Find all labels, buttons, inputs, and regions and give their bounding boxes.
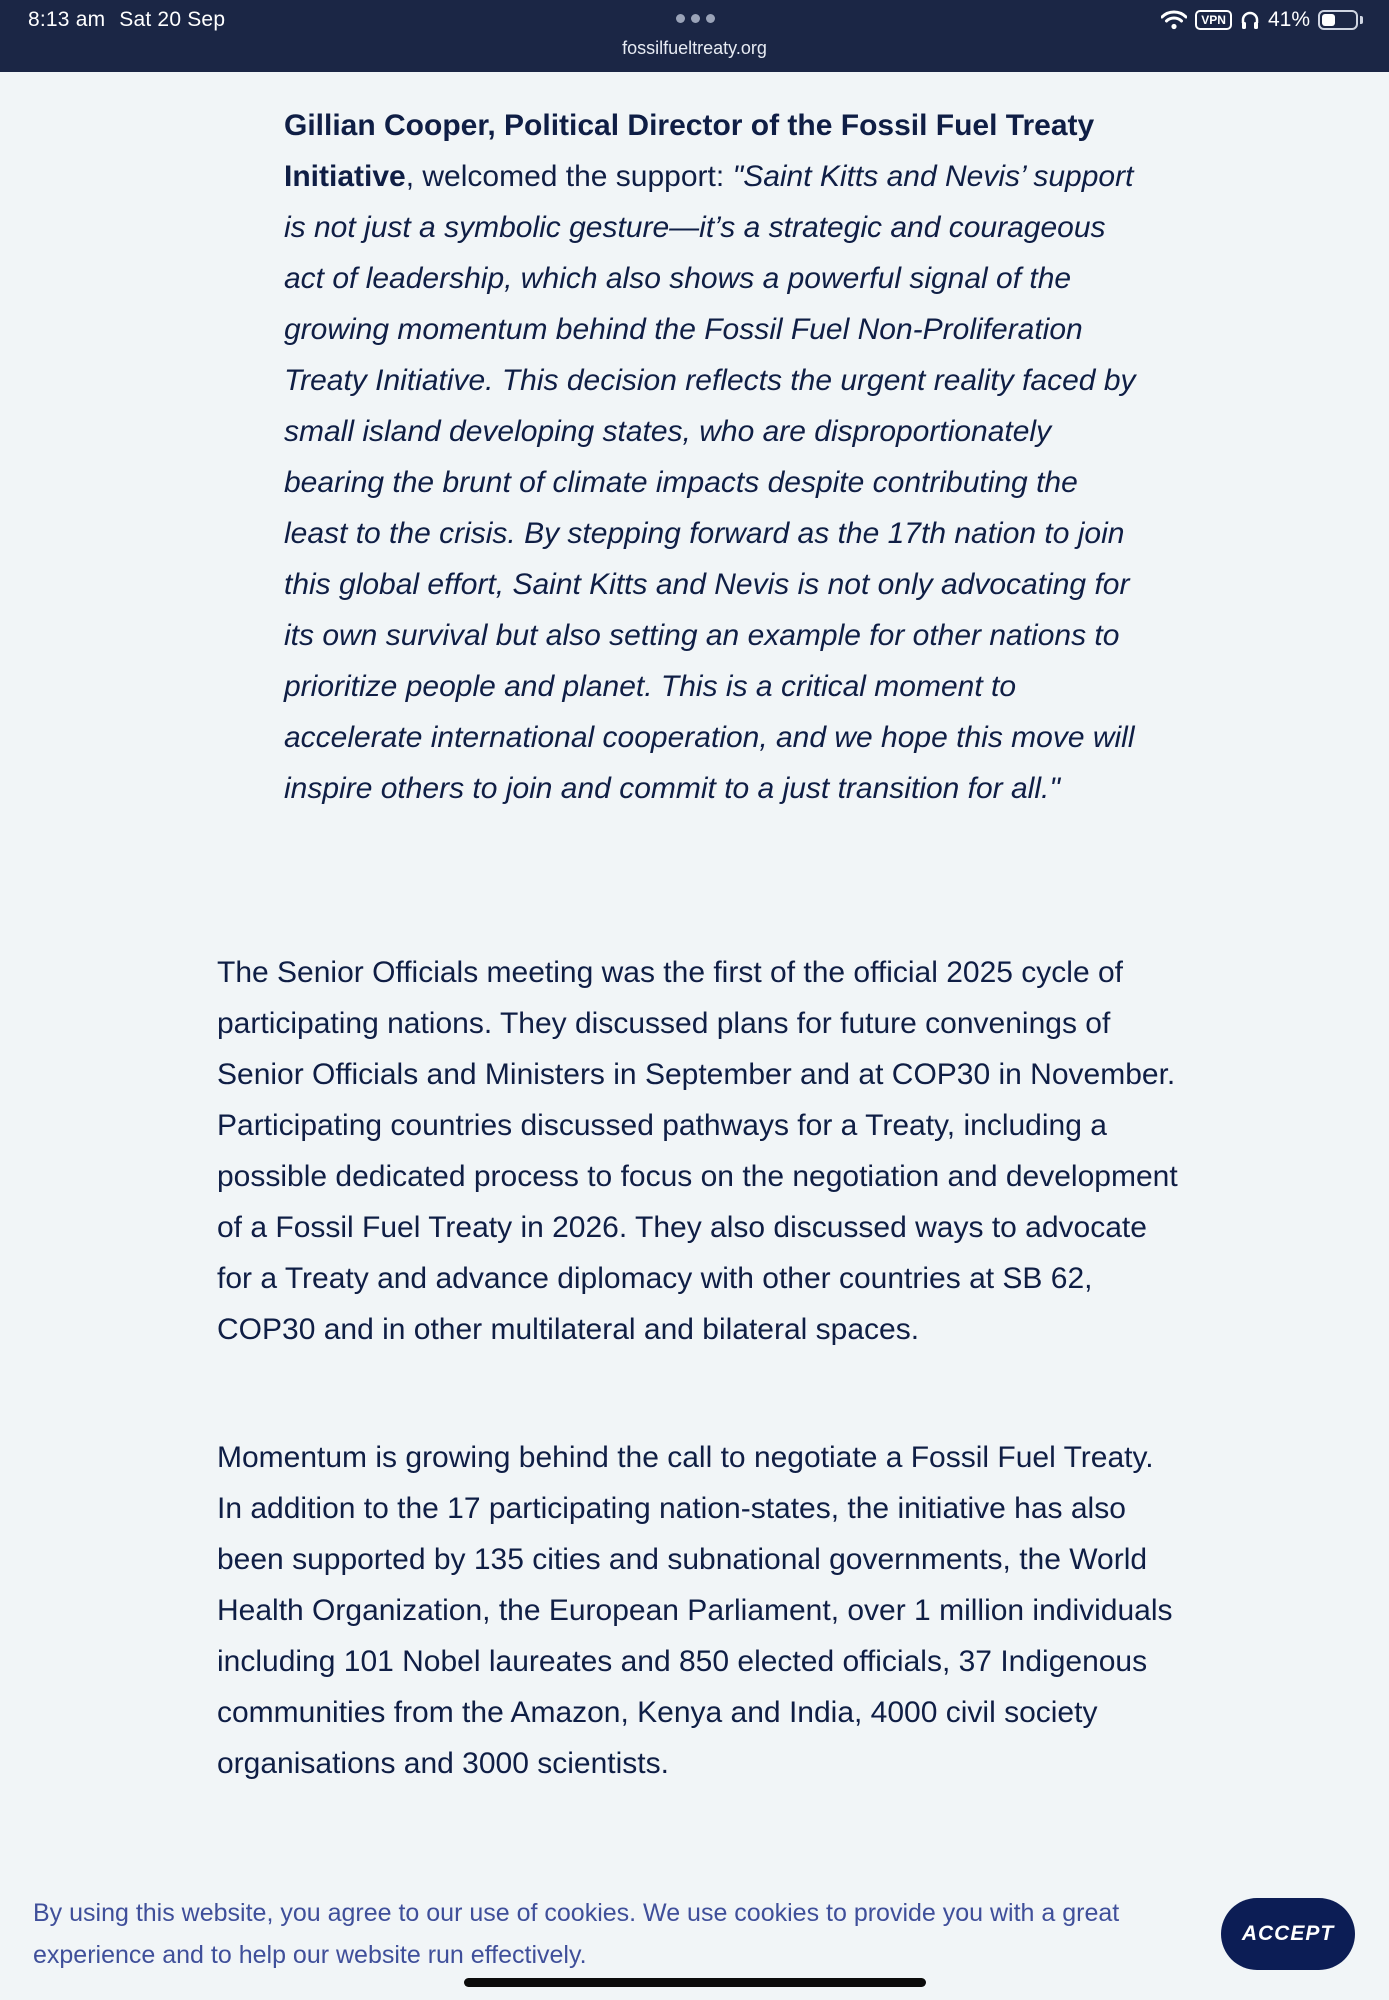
clock: 8:13 am <box>28 8 106 31</box>
accept-cookies-button[interactable]: ACCEPT <box>1221 1898 1355 1970</box>
wifi-icon <box>1161 10 1187 30</box>
quote-intro: , welcomed the support: <box>405 160 733 193</box>
battery-percent: 41% <box>1267 8 1310 31</box>
quote-speaker: Gillian Cooper, Political Director of the Fossil Fuel Treaty Initiative <box>284 109 1095 193</box>
paragraph-senior-officials: The Senior Officials meeting was the first of the official 2025 cycle of participating nations. They discussed plans for future convenings of Senior Officials and Ministers in September and at COP30 in November. Participating countries discussed pathways for a Treaty, including a possible dedicated process to focus on the negotiation and development of a Fossil Fuel Treaty in 2026. They also discussed ways to advocate for a Treaty and advance diplomacy with other countries at SB 62, COP30 and in other multilateral and bilateral spaces. <box>217 956 1178 1346</box>
status-icons <box>1161 8 1363 32</box>
address-url[interactable]: fossilfueltreaty.org <box>622 38 767 58</box>
more-dots-icon[interactable] <box>676 14 715 23</box>
vpn-badge: VPN <box>1195 10 1232 30</box>
date: Sat 20 Sep <box>119 8 226 31</box>
paragraph-momentum: Momentum is growing behind the call to negotiate a Fossil Fuel Treaty. In addition to the 17 participating nation-states, the initiative has also been supported by 135 cities and subnational governments, the World Health Organization, the European Parliament, over 1 million individuals including 101 Nobel laureates and 850 elected officials, 37 Indigenous communities from the Amazon, Kenya and India, 4000 civil society organisations and 3000 scientists. <box>217 1441 1173 1780</box>
headphones-icon <box>1240 10 1260 30</box>
battery-icon <box>1318 10 1358 30</box>
quote-text: "Saint Kitts and Nevis’ support is not just a symbolic gesture—it’s a strategic and courageous act of leadership, which also shows a powerful signal of the growing momentum behind the Fossil Fuel Non-Proliferation Treaty Initiative. This decision reflects the urgent reality faced by small island developing states, who are disproportionately bearing the brunt of climate impacts despite contributing the least to the crisis. By stepping forward as the 17th nation to join this global effort, Saint Kitts and Nevis is not only advocating for its own survival but also setting an example for other nations to prioritize people and planet. This is a critical moment to accelerate international cooperation, and we hope this move will inspire others to join and commit to a just transition for all." <box>284 160 1136 805</box>
status-time <box>28 8 225 32</box>
status-bar <box>0 0 1389 72</box>
cookie-text: By using this website, you agree to our use of cookies. We use cookies to provide you with a great experience and to help our website run effectively. <box>33 1899 1120 1969</box>
home-indicator[interactable] <box>464 1978 926 1987</box>
quote-block <box>284 100 1144 814</box>
